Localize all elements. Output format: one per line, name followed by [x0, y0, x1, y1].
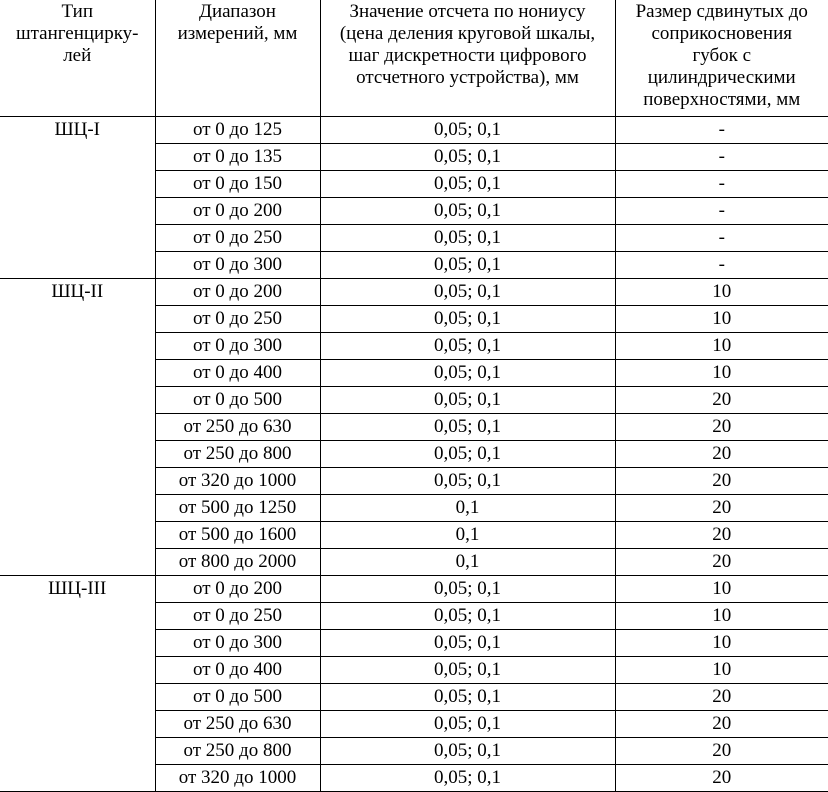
range-cell: от 320 до 1000 [155, 468, 320, 495]
vernier-value-cell: 0,05; 0,1 [320, 117, 615, 144]
vernier-value-cell: 0,05; 0,1 [320, 468, 615, 495]
table-row [0, 576, 828, 603]
header-vernier-value [320, 0, 615, 117]
header-line: лей [0, 45, 155, 67]
vernier-value-cell: 0,05; 0,1 [320, 360, 615, 387]
vernier-value-cell: 0,05; 0,1 [320, 225, 615, 252]
caliper-type-cell: ШЦ-II [0, 279, 155, 576]
jaw-size-cell: 20 [615, 495, 828, 522]
vernier-value-cell: 0,05; 0,1 [320, 657, 615, 684]
jaw-size-cell: 20 [615, 387, 828, 414]
vernier-value-cell: 0,05; 0,1 [320, 441, 615, 468]
jaw-size-cell: - [615, 252, 828, 279]
vernier-value-cell: 0,05; 0,1 [320, 414, 615, 441]
range-cell: от 0 до 250 [155, 225, 320, 252]
range-cell: от 250 до 800 [155, 738, 320, 765]
jaw-size-cell: 20 [615, 522, 828, 549]
jaw-size-cell: 10 [615, 360, 828, 387]
jaw-size-cell: - [615, 144, 828, 171]
range-cell: от 250 до 630 [155, 711, 320, 738]
range-cell: от 0 до 500 [155, 684, 320, 711]
caliper-type-cell: ШЦ-I [0, 117, 155, 279]
jaw-size-cell: 10 [615, 279, 828, 306]
header-caliper-type [0, 0, 155, 117]
header-line: Диапазон [156, 1, 320, 23]
jaw-size-cell: - [615, 198, 828, 225]
jaw-size-cell: 10 [615, 576, 828, 603]
table-header [0, 0, 828, 117]
range-cell: от 0 до 135 [155, 144, 320, 171]
range-cell: от 0 до 300 [155, 252, 320, 279]
range-cell: от 800 до 2000 [155, 549, 320, 576]
vernier-value-cell: 0,05; 0,1 [320, 333, 615, 360]
header-measurement-range [155, 0, 320, 117]
range-cell: от 0 до 200 [155, 198, 320, 225]
caliper-type-cell: ШЦ-III [0, 576, 155, 792]
vernier-value-cell: 0,05; 0,1 [320, 603, 615, 630]
range-cell: от 500 до 1250 [155, 495, 320, 522]
range-cell: от 250 до 800 [155, 441, 320, 468]
header-row [0, 0, 828, 117]
vernier-value-cell: 0,05; 0,1 [320, 171, 615, 198]
table-row [0, 117, 828, 144]
jaw-size-cell: 10 [615, 333, 828, 360]
vernier-value-cell: 0,05; 0,1 [320, 738, 615, 765]
vernier-value-cell: 0,05; 0,1 [320, 252, 615, 279]
jaw-size-cell: - [615, 225, 828, 252]
jaw-size-cell: 20 [615, 549, 828, 576]
range-cell: от 0 до 200 [155, 576, 320, 603]
range-cell: от 250 до 630 [155, 414, 320, 441]
vernier-value-cell: 0,1 [320, 522, 615, 549]
jaw-size-cell: 20 [615, 468, 828, 495]
vernier-value-cell: 0,1 [320, 549, 615, 576]
table-body [0, 117, 828, 792]
jaw-size-cell: - [615, 117, 828, 144]
range-cell: от 0 до 125 [155, 117, 320, 144]
vernier-value-cell: 0,05; 0,1 [320, 306, 615, 333]
range-cell: от 0 до 250 [155, 603, 320, 630]
vernier-value-cell: 0,05; 0,1 [320, 684, 615, 711]
range-cell: от 0 до 400 [155, 360, 320, 387]
vernier-value-cell: 0,05; 0,1 [320, 630, 615, 657]
header-line: поверхностями, мм [616, 89, 828, 111]
vernier-value-cell: 0,05; 0,1 [320, 387, 615, 414]
vernier-value-cell: 0,05; 0,1 [320, 765, 615, 792]
range-cell: от 0 до 300 [155, 630, 320, 657]
header-line: измерений, мм [156, 23, 320, 45]
jaw-size-cell: - [615, 171, 828, 198]
jaw-size-cell: 10 [615, 657, 828, 684]
header-line: Значение отсчета по нониусу [321, 1, 615, 23]
header-jaw-size [615, 0, 828, 117]
range-cell: от 0 до 250 [155, 306, 320, 333]
header-line: цилиндрическими [616, 67, 828, 89]
header-line: (цена деления круговой шкалы, [321, 23, 615, 45]
header-line: Размер сдвинутых до [616, 1, 828, 23]
jaw-size-cell: 20 [615, 414, 828, 441]
vernier-value-cell: 0,05; 0,1 [320, 144, 615, 171]
jaw-size-cell: 20 [615, 441, 828, 468]
header-line: отсчетного устройства), мм [321, 67, 615, 89]
header-line: Тип [0, 1, 155, 23]
jaw-size-cell: 20 [615, 738, 828, 765]
range-cell: от 0 до 300 [155, 333, 320, 360]
jaw-size-cell: 10 [615, 603, 828, 630]
range-cell: от 0 до 500 [155, 387, 320, 414]
jaw-size-cell: 20 [615, 711, 828, 738]
range-cell: от 0 до 400 [155, 657, 320, 684]
table-row [0, 279, 828, 306]
jaw-size-cell: 20 [615, 765, 828, 792]
range-cell: от 320 до 1000 [155, 765, 320, 792]
header-line: шаг дискретности цифрового [321, 45, 615, 67]
range-cell: от 0 до 200 [155, 279, 320, 306]
jaw-size-cell: 10 [615, 630, 828, 657]
vernier-value-cell: 0,05; 0,1 [320, 279, 615, 306]
range-cell: от 500 до 1600 [155, 522, 320, 549]
jaw-size-cell: 20 [615, 684, 828, 711]
vernier-value-cell: 0,1 [320, 495, 615, 522]
header-line: штангенцирку- [0, 23, 155, 45]
jaw-size-cell: 10 [615, 306, 828, 333]
header-line: губок с [616, 45, 828, 67]
vernier-value-cell: 0,05; 0,1 [320, 576, 615, 603]
header-line: соприкосновения [616, 23, 828, 45]
vernier-value-cell: 0,05; 0,1 [320, 711, 615, 738]
vernier-value-cell: 0,05; 0,1 [320, 198, 615, 225]
range-cell: от 0 до 150 [155, 171, 320, 198]
